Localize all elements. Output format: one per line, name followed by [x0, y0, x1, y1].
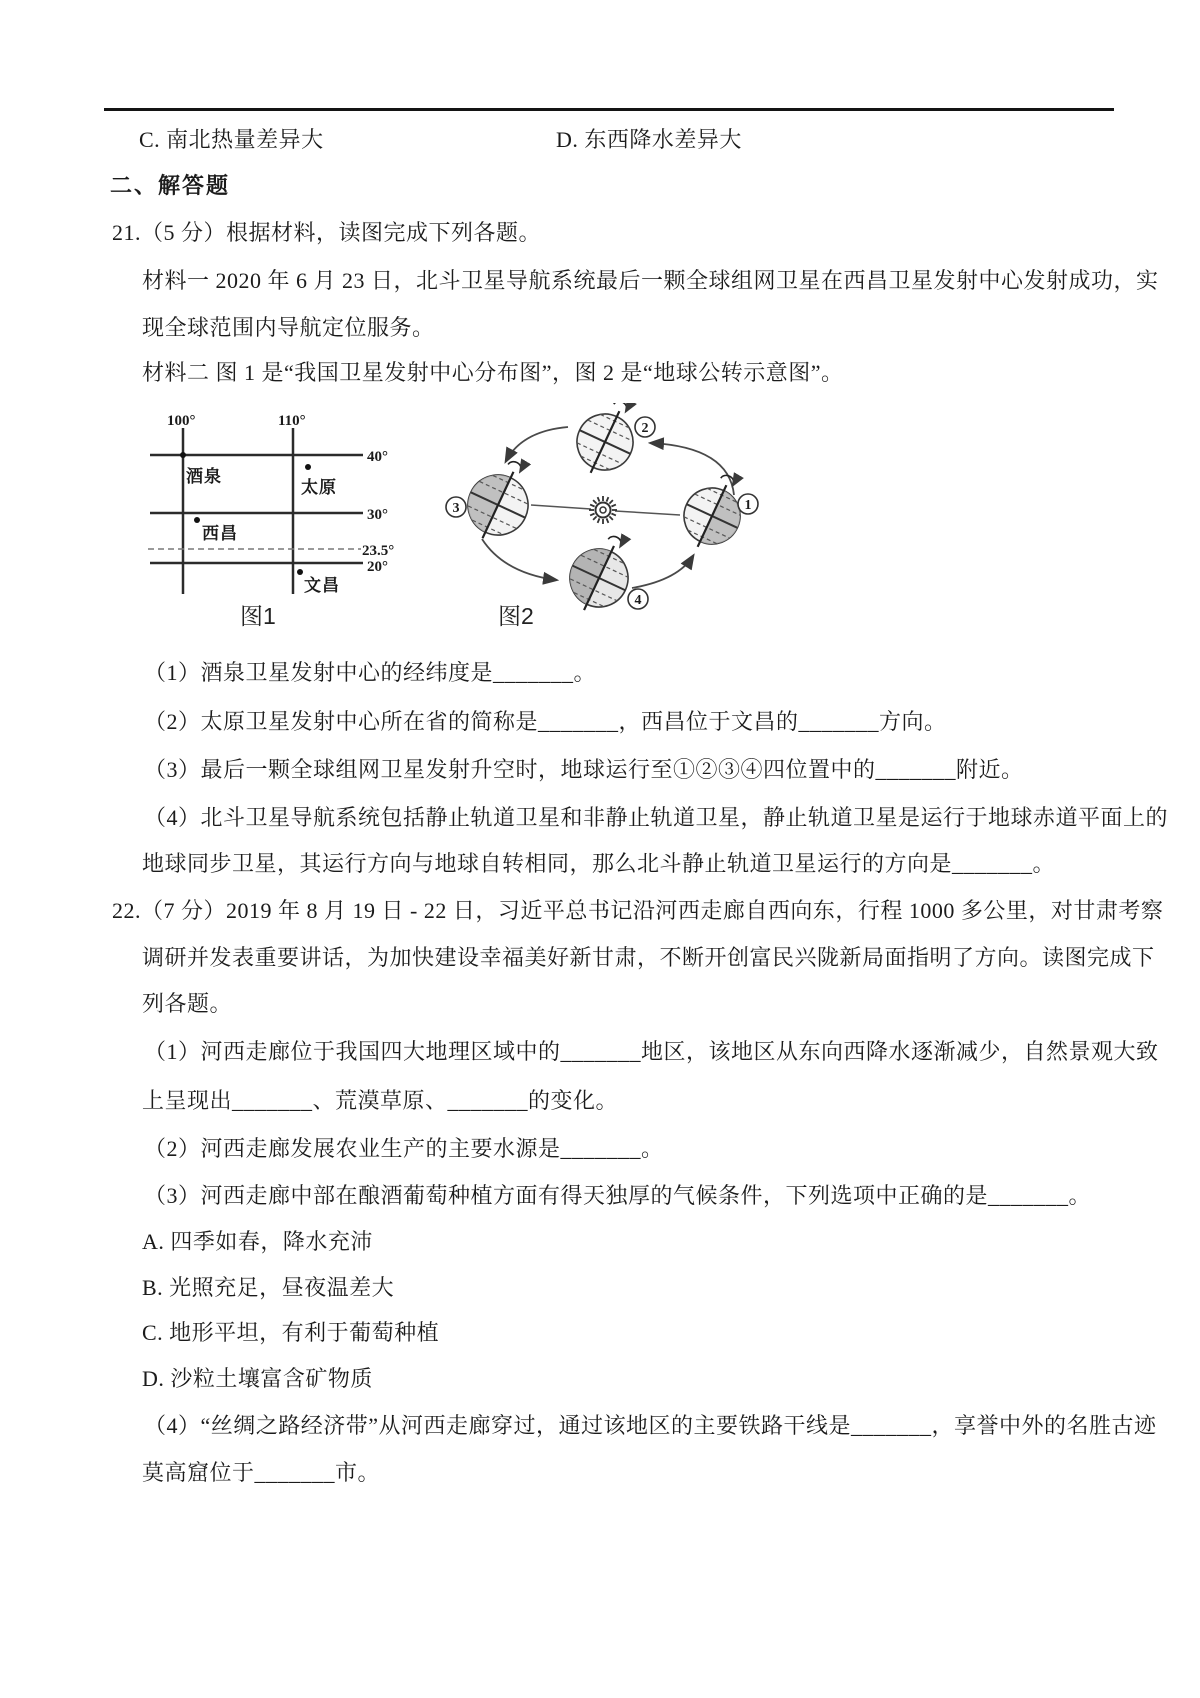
figure1-caption: 图1	[240, 603, 276, 629]
lon-label-110: 110°	[278, 413, 306, 429]
q22-stem-line1: 22.（7 分）2019 年 8 月 19 日 - 22 日，习近平总书记沿河西走廊自西向东，行程 1000 多公里，对甘肃考察	[112, 898, 1164, 923]
earth-position-4	[558, 525, 644, 622]
q21-stem: 21.（5 分）根据材料，读图完成下列各题。	[112, 220, 542, 245]
q21-sub4-line2: 地球同步卫星，其运行方向与地球自转相同，那么北斗静止轨道卫星运行的方向是_______。	[142, 851, 1056, 876]
position-label-3: 3	[452, 501, 460, 516]
figure1-launch-centers-map	[138, 408, 410, 604]
city-dot-taiyuan	[305, 464, 311, 470]
q21-sub2: （2）太原卫星发射中心所在省的简称是_______，西昌位于文昌的_______方向。	[144, 709, 947, 734]
position-label-4: 4	[634, 593, 642, 608]
orbit-arc-4-to-1	[632, 556, 693, 588]
city-label-xichang: 西昌	[202, 524, 238, 543]
lat-label-30: 30°	[367, 507, 388, 523]
q21-material2: 材料二 图 1 是“我国卫星发射中心分布图”，图 2 是“地球公转示意图”。	[142, 360, 844, 385]
city-label-taiyuan: 太原	[301, 478, 337, 497]
top-divider	[104, 108, 1114, 111]
position-label-2: 2	[641, 421, 649, 436]
orbit-arc-3-to-4	[482, 539, 556, 580]
section-header: 二、解答题	[110, 173, 231, 198]
position-label-1: 1	[744, 498, 752, 513]
q22-sub3: （3）河西走廊中部在酿酒葡萄种植方面有得天独厚的气候条件，下列选项中正确的是_______。	[144, 1183, 1092, 1208]
sun-ray-right	[615, 511, 680, 515]
city-label-jiuquan: 酒泉	[186, 467, 222, 486]
figure2-earth-revolution-diagram	[408, 403, 808, 640]
city-dot-xichang	[194, 517, 200, 523]
q22-sub1-line2: 上呈现出_______、荒漠草原、_______的变化。	[142, 1088, 619, 1113]
city-dot-jiuquan	[180, 452, 186, 458]
prev-option-c: C. 南北热量差异大	[139, 127, 324, 152]
earth-position-3	[452, 450, 545, 551]
lon-label-100: 100°	[167, 413, 196, 429]
q21-sub4-line1: （4）北斗卫星导航系统包括静止轨道卫星和非静止轨道卫星，静止轨道卫星是运行于地球赤道平面上的	[144, 805, 1169, 830]
lat-label-23-5: 23.5°	[362, 543, 395, 559]
q22-option-a: A. 四季如春，降水充沛	[142, 1229, 373, 1254]
lat-label-20: 20°	[367, 559, 388, 575]
sun-icon	[589, 496, 617, 524]
rotation-arrow-icon	[608, 534, 623, 546]
orbit-arc-2-to-3	[506, 427, 568, 461]
orbit-arc-1-to-2	[651, 443, 734, 495]
q22-sub4-line2: 莫高窟位于_______市。	[142, 1460, 381, 1485]
q22-sub2: （2）河西走廊发展农业生产的主要水源是_______。	[144, 1136, 664, 1161]
q22-option-c: C. 地形平坦，有利于葡萄种植	[142, 1320, 440, 1345]
q22-sub4-line1: （4）“丝绸之路经济带”从河西走廊穿过，通过该地区的主要铁路干线是_______，享誉中外的名胜古迹	[144, 1413, 1157, 1438]
q22-option-b: B. 光照充足，昼夜温差大	[142, 1275, 395, 1300]
q21-sub3: （3）最后一颗全球组网卫星发射升空时，地球运行至①②③④四位置中的_______附近。	[144, 757, 1024, 782]
rotation-arrow-icon	[613, 403, 628, 411]
lat-label-40: 40°	[367, 449, 388, 465]
q22-option-d: D. 沙粒土壤富含矿物质	[142, 1366, 373, 1391]
q22-stem-line2: 调研并发表重要讲话，为加快建设幸福美好新甘肃，不断开创富民兴陇新局面指明了方向。读图完成下	[142, 945, 1155, 970]
rotation-arrow-icon	[508, 459, 523, 471]
sun-ray-left	[531, 505, 591, 509]
q22-sub1-line1: （1）河西走廊位于我国四大地理区域中的_______地区，该地区从东向西降水逐渐减少，自然景观大致	[144, 1039, 1159, 1064]
q21-material1-line1: 材料一 2020 年 6 月 23 日，北斗卫星导航系统最后一颗全球组网卫星在西昌卫星发射中心发射成功，实	[142, 268, 1159, 293]
earth-position-2	[565, 403, 649, 485]
q21-material1-line2: 现全球范围内导航定位服务。	[142, 315, 435, 340]
q22-stem-line3: 列各题。	[142, 991, 233, 1016]
q21-sub1: （1）酒泉卫星发射中心的经纬度是_______。	[144, 660, 597, 685]
figure2-caption: 图2	[498, 603, 534, 629]
city-label-wenchang: 文昌	[304, 576, 340, 595]
city-dot-wenchang	[297, 569, 303, 575]
prev-option-d: D. 东西降水差异大	[556, 127, 742, 152]
rotation-arrow-icon	[720, 473, 735, 485]
